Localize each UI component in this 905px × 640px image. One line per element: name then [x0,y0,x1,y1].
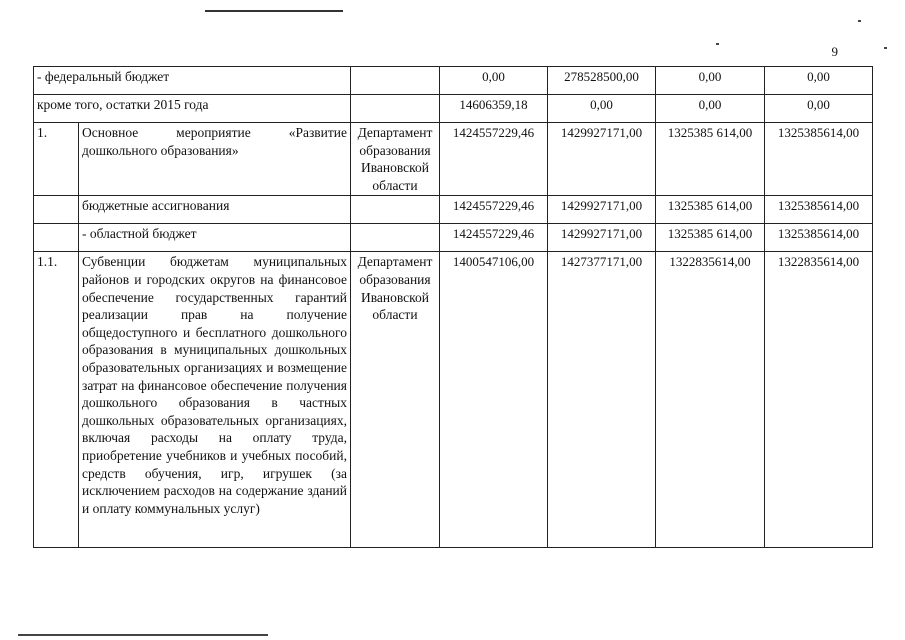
row-index [34,196,79,224]
amount-cell: 1424557229,46 [440,224,548,252]
table-row [34,224,873,252]
row-description: - областной бюджет [79,224,351,252]
table-row [34,67,873,95]
row-department: Департамент образования Ивановской области [351,123,440,196]
row-description: кроме того, остатки 2015 года [34,95,351,123]
page-number: 9 [831,44,838,59]
scan-speck [884,47,887,49]
amount-cell: 1325385614,00 [765,123,873,196]
row-department [351,95,440,123]
budget-table [33,66,873,548]
table-row [34,252,873,548]
amount-cell: 1325385614,00 [765,196,873,224]
row-index: 1.1. [34,252,79,548]
scan-speck [716,43,719,45]
amount-cell: 1325385614,00 [765,224,873,252]
amount-cell: 1429927171,00 [548,123,656,196]
row-description: Основное мероприятие «Развитие дошкольного образования» [79,123,351,196]
row-description: - федеральный бюджет [34,67,351,95]
amount-cell: 1424557229,46 [440,123,548,196]
amount-cell: 1325385 614,00 [656,123,765,196]
amount-cell: 1400547106,00 [440,252,548,548]
amount-cell: 0,00 [765,67,873,95]
amount-cell: 0,00 [656,95,765,123]
amount-cell: 0,00 [548,95,656,123]
amount-cell: 1424557229,46 [440,196,548,224]
amount-cell: 1429927171,00 [548,196,656,224]
amount-cell: 278528500,00 [548,67,656,95]
footer-rule [18,634,268,636]
amount-cell: 1325385 614,00 [656,224,765,252]
table-row [34,95,873,123]
amount-cell: 0,00 [765,95,873,123]
table-row [34,196,873,224]
row-department [351,67,440,95]
row-index: 1. [34,123,79,196]
amount-cell: 14606359,18 [440,95,548,123]
row-description: бюджетные ассигнования [79,196,351,224]
row-index [34,224,79,252]
amount-cell: 1322835614,00 [765,252,873,548]
header-rule [205,10,343,12]
scan-speck [858,20,861,22]
row-department [351,196,440,224]
amount-cell: 0,00 [656,67,765,95]
amount-cell: 1429927171,00 [548,224,656,252]
row-department [351,224,440,252]
amount-cell: 1322835614,00 [656,252,765,548]
amount-cell: 1427377171,00 [548,252,656,548]
row-department: Департамент образования Ивановской области [351,252,440,548]
amount-cell: 1325385 614,00 [656,196,765,224]
row-description: Субвенции бюджетам муниципальных районов и городских округов на финансовое обеспечение государственных гарантий реализации прав на получение общедоступного и бесплатного дошкольного образования в муниципальных дошкольных образовательных организациях и возмещение затрат на финансовое обеспечение получения дошкольного образования в частных дошкольных образовательных организациях, включая расходы на оплату труда, приобретение учебников и учебных пособий, средств обучения, игр, игрушек (за исключением расходов на содержание зданий и оплату коммунальных услуг) [79,252,351,548]
amount-cell: 0,00 [440,67,548,95]
table-row [34,123,873,196]
